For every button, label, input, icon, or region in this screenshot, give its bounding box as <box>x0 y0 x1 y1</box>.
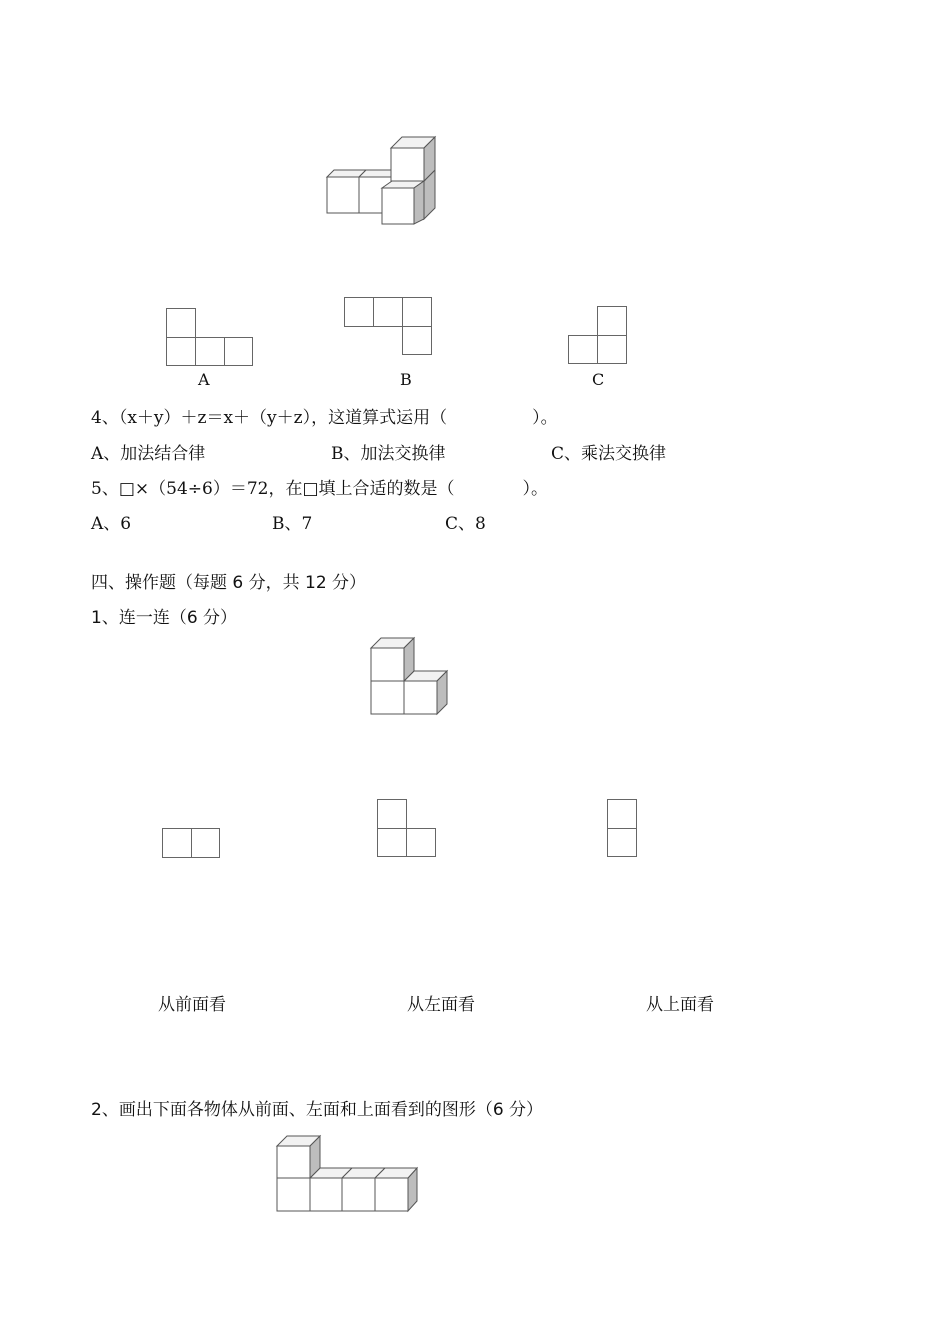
cube-solid-figure-3 <box>272 1130 422 1220</box>
view-label-top: 从上面看 <box>646 995 714 1015</box>
view-shape-3 <box>607 799 639 861</box>
section-4-item-1: 1、连一连（6 分） <box>91 608 238 628</box>
option-b-label: B <box>400 370 412 389</box>
q5-option-c: C、8 <box>445 514 486 534</box>
q5-option-b: B、7 <box>272 514 313 534</box>
view-shape-1 <box>162 828 224 860</box>
option-b-view <box>344 297 436 359</box>
q4-option-a: A、加法结合律 <box>91 444 206 464</box>
option-a-view <box>166 308 256 368</box>
option-a-label: A <box>198 370 210 389</box>
section-4-item-2: 2、画出下面各物体从前面、左面和上面看到的图形（6 分） <box>91 1100 544 1120</box>
q5-option-a: A、6 <box>91 514 132 534</box>
option-c-view <box>568 306 630 368</box>
section-4-heading: 四、操作题（每题 6 分，共 12 分） <box>91 573 367 593</box>
q4-option-b: B、加法交换律 <box>331 444 446 464</box>
view-shape-2 <box>377 799 439 861</box>
view-label-left: 从左面看 <box>407 995 475 1015</box>
cube-solid-figure-1 <box>320 130 450 230</box>
view-label-front: 从前面看 <box>158 995 226 1015</box>
option-c-label: C <box>592 370 605 389</box>
cube-solid-figure-2 <box>366 632 456 722</box>
q4-option-c: C、乘法交换律 <box>551 444 667 464</box>
q4-stem: 4、（x＋y）＋z＝x＋（y＋z），这道算式运用（ ）。 <box>91 408 558 428</box>
q5-stem: 5、□×（54÷6）＝72，在□填上合适的数是（ ）。 <box>91 479 549 499</box>
